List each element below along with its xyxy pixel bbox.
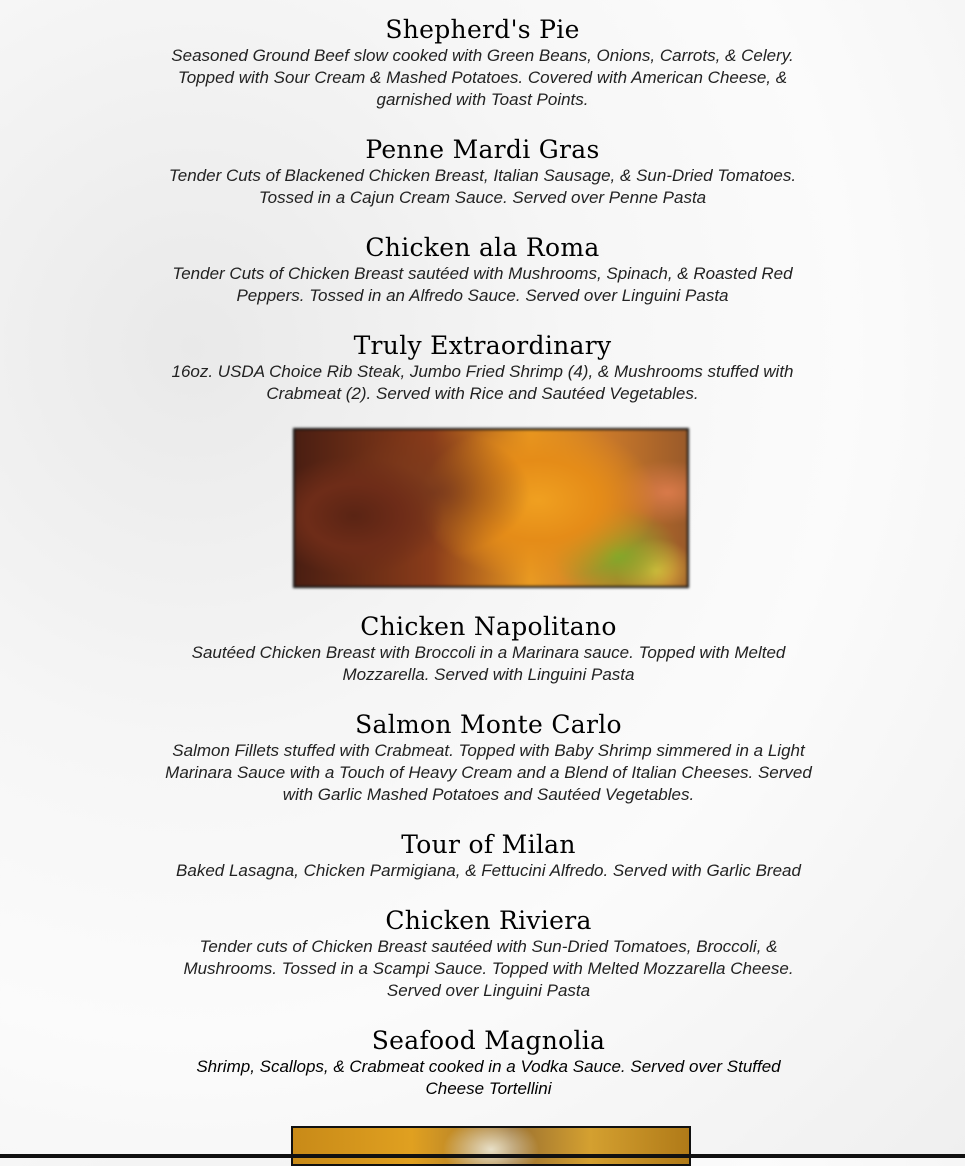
- menu-item-chicken-ala-roma: [0, 233, 965, 307]
- dish-description: Tender Cuts of Chicken Breast sautéed with Mushrooms, Spinach, & Roasted Red Peppers. Tossed in an Alfredo Sauce. Served over Linguini Pasta: [172, 264, 793, 305]
- menu-item-salmon-monte-carlo: [6, 710, 965, 806]
- dish-title: Tour of Milan: [401, 830, 576, 859]
- dish-description: Sautéed Chicken Breast with Broccoli in a Marinara sauce. Topped with Melted Mozzarella. Served with Linguini Pasta: [191, 643, 786, 684]
- bottom-divider: [0, 1154, 965, 1158]
- menu-item-penne-mardi-gras: [0, 135, 965, 209]
- dish-title: Chicken Riviera: [385, 906, 592, 935]
- dish-photo-steak-shrimp: [293, 428, 689, 588]
- dish-description: 16oz. USDA Choice Rib Steak, Jumbo Fried Shrimp (4), & Mushrooms stuffed with Crabmeat (2). Served with Rice and Sautéed Vegetables.: [171, 362, 794, 403]
- menu-item-shepherds-pie: [0, 15, 965, 111]
- dish-title: Chicken Napolitano: [360, 612, 617, 641]
- dish-description: Shrimp, Scallops, & Crabmeat cooked in a Vodka Sauce. Served over Stuffed Cheese Tortellini: [196, 1057, 781, 1098]
- dish-title: Penne Mardi Gras: [365, 135, 600, 164]
- dish-title: Chicken ala Roma: [365, 233, 600, 262]
- dish-photo-pasta: [291, 1126, 691, 1166]
- dish-description: Tender cuts of Chicken Breast sautéed with Sun-Dried Tomatoes, Broccoli, & Mushrooms. Tossed in a Scampi Sauce. Topped with Melted Mozzarella Cheese. Served over Linguini Pasta: [183, 937, 794, 1000]
- dish-title: Salmon Monte Carlo: [355, 710, 622, 739]
- menu-item-tour-of-milan: [6, 830, 965, 882]
- dish-description: Seasoned Ground Beef slow cooked with Green Beans, Onions, Carrots, & Celery. Topped with Sour Cream & Mashed Potatoes. Covered with American Cheese, & garnished with Toast Points.: [171, 46, 794, 109]
- dish-title: Shepherd's Pie: [385, 15, 580, 44]
- dish-description: Baked Lasagna, Chicken Parmigiana, & Fettucini Alfredo. Served with Garlic Bread: [176, 861, 801, 880]
- menu-item-chicken-napolitano: [6, 612, 965, 686]
- dish-description: Salmon Fillets stuffed with Crabmeat. Topped with Baby Shrimp simmered in a Light Marinara Sauce with a Touch of Heavy Cream and a Blend of Italian Cheeses. Served with Garlic Mashed Potatoes and Sautéed Vegetables.: [165, 741, 812, 804]
- dish-title: Seafood Magnolia: [371, 1026, 606, 1055]
- menu-item-truly-extraordinary: [0, 331, 965, 405]
- menu-item-chicken-riviera: [6, 906, 965, 1002]
- dish-title: Truly Extraordinary: [353, 331, 612, 360]
- dish-description: Tender Cuts of Blackened Chicken Breast, Italian Sausage, & Sun-Dried Tomatoes. Tossed in a Cajun Cream Sauce. Served over Penne Pasta: [168, 166, 797, 207]
- menu-item-seafood-magnolia: [6, 1026, 965, 1100]
